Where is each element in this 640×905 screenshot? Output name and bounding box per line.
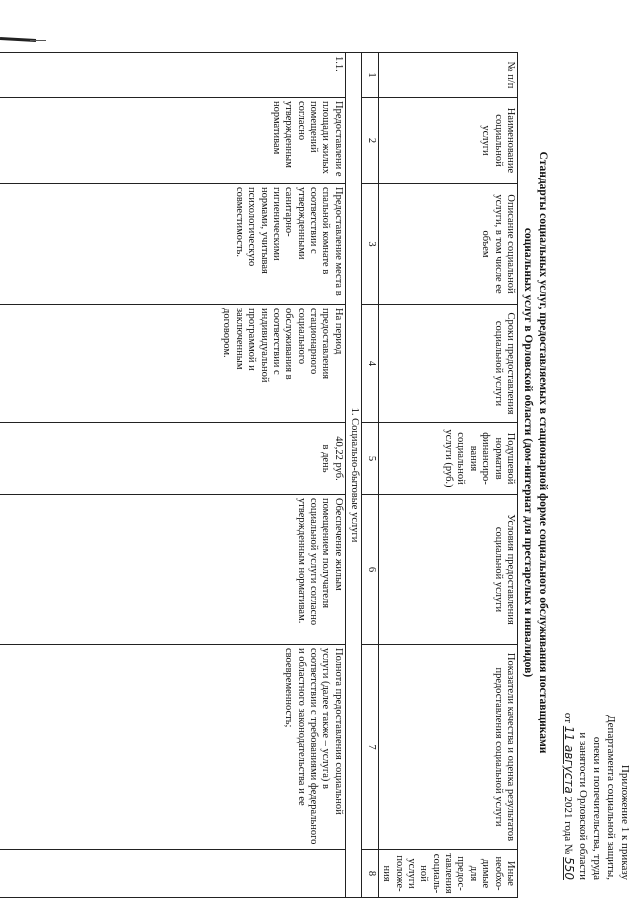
row-number: 1.1. — [0, 53, 345, 98]
header-row — [378, 53, 517, 898]
row-description: Предоставление места в спальной комнате в соответствии с утвержденными санитарно-гигиеническими нормами, учитывая психологическую совместимость. — [0, 184, 345, 305]
row-service-name: Предоставлени е площади жилых помещений согласно утвержденным нормативам — [0, 98, 345, 184]
column-number: 6 — [361, 495, 378, 645]
column-number: 2 — [361, 98, 378, 184]
annex-line-4: и занятости Орловской области — [576, 732, 589, 880]
handwritten-date: 11 августа — [561, 725, 576, 794]
handwritten-order-number: 550 — [561, 857, 576, 880]
rate-unit: в день — [320, 444, 332, 473]
column-number: 5 — [361, 423, 378, 495]
section-row — [345, 53, 361, 898]
annex-header — [560, 520, 632, 880]
header-number: № п/п — [378, 53, 517, 98]
column-number: 1 — [361, 53, 378, 98]
standards-table — [0, 52, 518, 898]
header-other: Иные необхо- димые для предос- тавления социаль- ной услуги положе- ния — [378, 850, 517, 898]
rate-value: 40,22 руб. — [332, 436, 344, 481]
annex-line-1: Приложение 1 к приказу — [619, 764, 631, 880]
row-terms: На период предоставления стационарного социального обслуживания в соответствии с индивидуальной программой и заключенным договором. — [0, 305, 345, 423]
column-number: 4 — [361, 305, 378, 423]
section-title: 1. Социально-бытовые услуги — [345, 53, 361, 898]
row-quality: Полнота предоставления социальной услуги (далее также – услуга) в соответствии с требованиями федерального и областного законодательства и ее своевременность; — [0, 645, 345, 850]
header-description: Описание социальной услуги, в том числе ее объем — [378, 184, 517, 305]
date-year: 2021 года № — [561, 796, 574, 855]
title-line-1: Стандарты социальных услуг, предоставляемых в стационарной форме социального обслуживания поставщиками — [537, 151, 549, 754]
column-number-row — [361, 53, 378, 898]
annex-line-3: опеки и попечительства, труда — [590, 736, 603, 880]
header-service-name: Наименование социальной услуги — [378, 98, 517, 184]
header-quality: Показатели качества и оценка результатов предоставления социальной услуги — [378, 645, 517, 850]
header-conditions: Условия предоставления социальной услуги — [378, 495, 517, 645]
header-funding-rate: Подушевой норматив финансиро- вания социальной услуги (руб.) — [378, 423, 517, 495]
row-other — [0, 850, 345, 898]
row-funding-rate — [0, 423, 345, 495]
annex-line-2: Департамента социальной защиты, — [604, 715, 617, 880]
date-prefix: от — [561, 712, 574, 724]
row-conditions: Обеспечение жилым помещением получателя социальной услуги согласно утвержденным нормативам. — [0, 495, 345, 645]
table-row — [0, 53, 345, 898]
header-terms: Сроки предоставления социальной услуги — [378, 305, 517, 423]
title-line-2: социальных услуг в Орловской области (дом-интернат для престарелых и инвалидов) — [521, 227, 534, 678]
column-number: 8 — [361, 850, 378, 898]
document-title — [520, 80, 550, 825]
column-number: 7 — [361, 645, 378, 850]
annex-date-line — [560, 520, 575, 880]
column-number: 3 — [361, 184, 378, 305]
